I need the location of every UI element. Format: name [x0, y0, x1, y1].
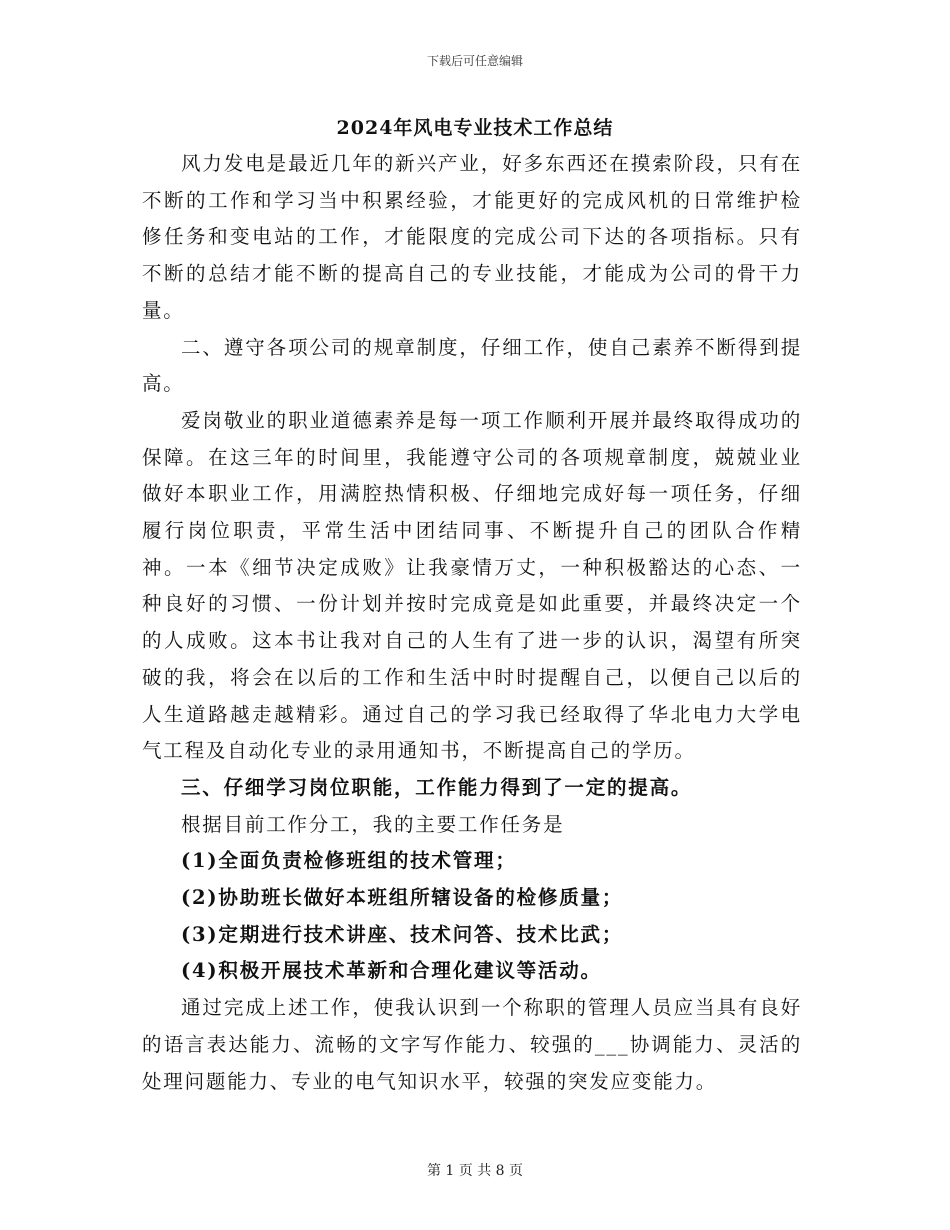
paragraph: 根据目前工作分工，我的主要工作任务是	[181, 812, 565, 836]
task-item: (2)协助班长做好本班组所辖设备的检修质量；	[181, 886, 624, 910]
paragraph: 爱岗敬业的职业道德素养是每一项工作顺利开展并最终取得成功的保障。在这三年的时间里，我能遵守公司的各项规章制度，兢兢业业做好本职业工作，用满腔热情积极、仔细地完成好每一项任务，仔细履行岗位职责，平常生活中团结同事、不断提升自己的团队合作精神。一本《细节决定成败》让我豪情万丈，一种积极豁达的心态、一种良好的习惯、一份计划并按时完成竟是如此重要，并最终决定一个的人成败。这本书让我对自己的人生有了进一步的认识，渴望有所突破的我，将会在以后的工作和生活中时时提醒自己，以便自己以后的人生道路越走越精彩。通过自己的学习我已经取得了华北电力大学电气工程及自动化专业的录用通知书，不断提高自己的学历。	[142, 408, 802, 763]
paragraph: 通过完成上述工作，使我认识到一个称职的管理人员应当具有良好的语言表达能力、流畅的文字写作能力、较强的___协调能力、灵活的处理问题能力、专业的电气知识水平，较强的突发应变能力。	[142, 996, 802, 1093]
document-body	[142, 146, 802, 1100]
page-number: 第 1 页 共 8 页	[426, 1163, 524, 1179]
section-heading: 三、仔细学习岗位职能，工作能力得到了一定的提高。	[181, 775, 693, 799]
document-title: 2024年风电专业技术工作总结	[336, 117, 614, 139]
paragraph: 风力发电是最近几年的新兴产业，好多东西还在摸索阶段，只有在不断的工作和学习当中积累经验，才能更好的完成风机的日常维护检修任务和变电站的工作，才能限度的完成公司下达的各项指标。只有不断的总结才能不断的提高自己的专业技能，才能成为公司的骨干力量。	[142, 152, 802, 322]
task-item: (4)积极开展技术革新和合理化建议等活动。	[181, 959, 602, 983]
task-item: (1)全面负责检修班组的技术管理；	[181, 849, 517, 873]
task-item: (3)定期进行技术讲座、技术问答、技术比武；	[181, 922, 624, 946]
paragraph: 二、遵守各项公司的规章制度，仔细工作，使自己素养不断得到提高。	[142, 335, 802, 396]
header-note: 下载后可任意编辑	[426, 54, 523, 68]
